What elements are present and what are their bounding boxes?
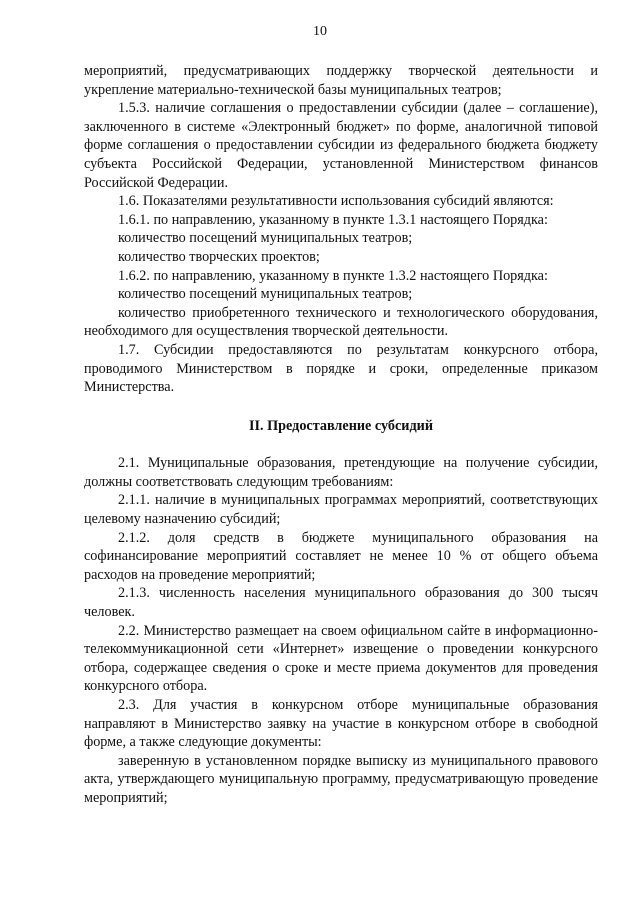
paragraph: 1.6. Показателями результативности использования субсидий являются: [118, 193, 554, 210]
paragraph: заверенную в установленном порядке выписку из муниципального правового акта, утверждающего муниципальную программу, предусматривающую проведение мероприятий; [84, 752, 598, 806]
paragraph: 1.6.2. по направлению, указанному в пункте 1.3.2 настоящего Порядка: [118, 267, 548, 284]
paragraph: количество посещений муниципальных театров; [118, 286, 413, 303]
paragraph: 1.6.1. по направлению, указанному в пункте 1.3.1 настоящего Порядка: [118, 211, 548, 228]
document-body [84, 62, 598, 808]
paragraph: 2.1.3. численность населения муниципального образования до 300 тысяч человек. [84, 585, 598, 621]
page-number: 10 [313, 24, 327, 39]
paragraph: 1.5.3. наличие соглашения о предоставлении субсидии (далее – соглашение), заключенного в системе «Электронный бюджет» по форме, аналогичной типовой форме соглашения о предоставлении субсидии из федерального бюджета бюджету субъекта Российской Федерации, установленной Министерством финансов Российской Федерации. [84, 100, 598, 191]
paragraph: количество творческих проектов; [118, 248, 320, 265]
paragraph: количество посещений муниципальных театров; [118, 230, 413, 247]
paragraph: 1.7. Субсидии предоставляются по результатам конкурсного отбора, проводимого Министерством в порядке и сроки, определенные приказом Министерства. [84, 341, 598, 396]
paragraph: мероприятий, предусматривающих поддержку творческой деятельности и укрепление материально-технической базы муниципальных театров; [84, 63, 598, 98]
section-heading: II. Предоставление субсидий [248, 417, 433, 434]
paragraph: 2.2. Министерство размещает на своем официальном сайте в информационно-телекоммуникационной сети «Интернет» извещение о проведении конкурсного отбора, содержащее сведения о сроке и месте приема документов для проведения конкурсного отбора. [84, 622, 598, 695]
paragraph: 2.1.1. наличие в муниципальных программах мероприятий, соответствующих целевому назначению субсидий; [84, 492, 598, 528]
paragraph: 2.3. Для участия в конкурсном отборе муниципальные образования направляют в Министерство заявку на участие в конкурсном отборе в свободной форме, а также следующие документы: [84, 697, 598, 751]
paragraph: 2.1.2. доля средств в бюджете муниципального образования на софинансирование мероприятий составляет не менее 10 % от общего объема расходов на проведение мероприятий; [84, 529, 598, 583]
paragraph: 2.1. Муниципальные образования, претендующие на получение субсидии, должны соответствовать следующим требованиям: [84, 455, 598, 490]
paragraph: количество приобретенного технического и технологического оборудования, необходимого для осуществления творческой деятельности. [84, 304, 598, 340]
